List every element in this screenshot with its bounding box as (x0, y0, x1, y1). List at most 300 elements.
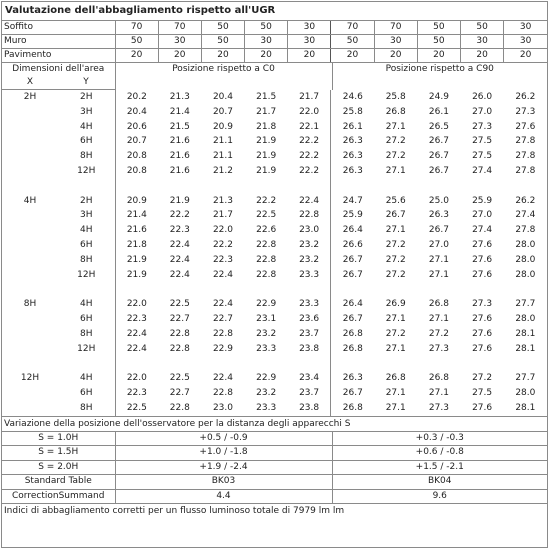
y-dimension: 4H (80, 373, 93, 384)
ugr-c0-value: 22.5 (256, 210, 277, 221)
ugr-c90-value: 27.1 (385, 225, 406, 236)
ugr-c90-value: 26.7 (428, 136, 449, 147)
ugr-c90-value: 26.3 (331, 134, 374, 149)
variation-c0: +0.5 / -0.9 (115, 432, 332, 446)
ugr-c0-value: 22.3 (169, 225, 190, 236)
ugr-c90-value: 26.2 (515, 92, 536, 102)
ugr-c0-value: 23.4 (299, 373, 320, 384)
ugr-c0-value: 23.8 (288, 401, 331, 416)
reflectance-label: Pavimento (2, 49, 115, 63)
ugr-c0-value: 22.4 (169, 269, 190, 280)
ugr-c90-value: 26.7 (331, 312, 374, 327)
ugr-c0-value: 21.7 (256, 106, 277, 117)
variation-c0: +1.9 / -2.4 (115, 460, 332, 475)
y-dimension: 4H (80, 225, 93, 236)
ugr-c90-value: 26.9 (385, 299, 406, 310)
ugr-c90-value: 27.2 (385, 151, 406, 162)
ugr-c0-value: 22.6 (256, 225, 277, 236)
reflectance-label: Soffito (2, 21, 115, 35)
reflectance-value: 20 (331, 49, 374, 63)
ugr-c90-value: 26.5 (428, 121, 449, 132)
reflectance-value: 20 (115, 49, 158, 63)
reflectance-value: 50 (201, 35, 244, 49)
ugr-c90-value: 27.2 (385, 136, 406, 147)
y-dimension: 6H (80, 387, 93, 398)
reflectance-value: 20 (288, 49, 331, 63)
ugr-c90-value: 27.4 (472, 165, 493, 176)
ugr-c0-value: 22.4 (212, 269, 233, 280)
ugr-c0-value: 22.2 (256, 195, 277, 206)
report-title: Valutazione dell'abbagliamento rispetto all'UGR (2, 2, 547, 21)
ugr-c0-value: 22.7 (169, 387, 190, 398)
reflectance-value: 50 (115, 35, 158, 49)
y-dimension: 8H (80, 328, 93, 339)
ugr-c0-value: 22.2 (212, 239, 233, 250)
y-dimension: 4H (80, 121, 93, 132)
ugr-c90-value: 26.7 (428, 225, 449, 236)
standard-table-c0: BK03 (115, 475, 332, 490)
ugr-c90-value: 27.2 (385, 254, 406, 265)
ugr-c0-value: 21.9 (115, 253, 158, 268)
table-row (2, 223, 547, 238)
ugr-c90-value: 26.8 (331, 327, 374, 342)
ugr-c90-value: 27.7 (515, 299, 536, 310)
group-spacer (2, 356, 547, 371)
standard-table-label: Standard Table (2, 475, 115, 490)
reflectance-value: 30 (461, 35, 504, 49)
ugr-c90-value: 27.8 (515, 151, 536, 162)
ugr-c90-value: 27.5 (472, 387, 493, 398)
correction-summand-c0: 4.4 (115, 489, 332, 504)
ugr-c90-value: 27.0 (472, 210, 493, 221)
ugr-c90-value: 26.8 (331, 401, 374, 416)
y-dimension: 8H (80, 254, 93, 265)
y-dimension: 3H (80, 210, 93, 221)
ugr-c0-value: 21.4 (115, 208, 158, 223)
ugr-c90-value: 27.6 (461, 401, 504, 416)
ugr-c0-value: 22.5 (169, 299, 190, 310)
ugr-c90-value: 27.1 (385, 343, 406, 354)
ugr-c0-value: 21.8 (115, 238, 158, 253)
y-dimension: 6H (80, 136, 93, 147)
ugr-c90-value: 26.2 (515, 195, 536, 206)
ugr-c0-value: 22.2 (299, 136, 320, 147)
x-dimension (2, 401, 58, 416)
table-row (2, 312, 547, 327)
reflectance-value: 30 (504, 35, 547, 49)
ugr-c90-value: 27.3 (515, 106, 536, 117)
x-dimension: 4H (23, 195, 37, 206)
table-row (2, 194, 547, 209)
reflectance-table (2, 21, 547, 63)
ugr-c0-value: 21.6 (169, 136, 190, 147)
ugr-c0-value: 21.9 (256, 151, 277, 162)
ugr-report (1, 1, 548, 548)
ugr-c0-value: 22.8 (158, 401, 201, 416)
ugr-c0-value: 21.7 (212, 210, 233, 221)
ugr-c0-value: 20.7 (115, 134, 158, 149)
table-row (2, 164, 547, 179)
ugr-c90-value: 27.8 (515, 136, 536, 147)
table-row (2, 238, 547, 253)
table-row (2, 268, 547, 283)
x-dimension (2, 120, 58, 135)
reflectance-value: 70 (374, 21, 417, 35)
x-dimension (2, 149, 58, 164)
ugr-c90-value: 25.6 (385, 195, 406, 206)
ugr-c0-value: 20.6 (115, 120, 158, 135)
ugr-c0-value: 21.1 (212, 136, 233, 147)
ugr-c90-value: 25.8 (331, 105, 374, 120)
ugr-c90-value: 26.8 (428, 299, 449, 310)
ugr-c90-value: 26.0 (472, 92, 493, 102)
ugr-c90-value: 27.1 (428, 387, 449, 398)
y-dimension: 8H (80, 151, 93, 162)
ugr-c0-value: 22.8 (212, 387, 233, 398)
ugr-c0-value: 22.5 (169, 373, 190, 384)
reflectance-row (2, 21, 547, 35)
ugr-c0-value: 22.4 (212, 373, 233, 384)
ugr-c0-value: 22.8 (256, 254, 277, 265)
ugr-c90-value: 26.7 (331, 268, 374, 283)
ugr-c90-value: 27.3 (428, 343, 449, 354)
variation-table (2, 432, 547, 505)
reflectance-value: 70 (115, 21, 158, 35)
reflectance-row (2, 49, 547, 63)
ugr-c90-value: 28.1 (515, 343, 536, 354)
ugr-c90-value: 27.3 (472, 299, 493, 310)
ugr-c0-value: 23.2 (256, 328, 277, 339)
ugr-c0-value: 23.3 (256, 343, 277, 354)
ugr-c0-value: 21.6 (115, 223, 158, 238)
ugr-c90-value: 27.4 (515, 210, 536, 221)
ugr-c90-value: 27.1 (374, 401, 417, 416)
ugr-c90-value: 28.0 (515, 269, 536, 280)
ugr-c0-value: 23.6 (299, 313, 320, 324)
variation-row (2, 460, 547, 475)
ugr-c0-value: 21.9 (169, 195, 190, 206)
ugr-c90-value: 26.3 (331, 371, 374, 386)
reflectance-value: 30 (158, 35, 201, 49)
ugr-c90-value: 27.1 (385, 387, 406, 398)
ugr-c0-value: 23.1 (256, 313, 277, 324)
ugr-c90-value: 27.8 (515, 225, 536, 236)
ugr-c90-value: 28.0 (515, 313, 536, 324)
table-row (2, 327, 547, 342)
y-dimension: 6H (80, 239, 93, 250)
dimensions-label: Dimensioni dell'area (12, 64, 105, 74)
x-dimension (2, 386, 58, 401)
reflectance-value: 50 (331, 35, 374, 49)
x-dimension (2, 134, 58, 149)
reflectance-value: 20 (201, 49, 244, 63)
ugr-c0-value: 23.7 (299, 328, 320, 339)
ugr-c90-value: 27.7 (515, 373, 536, 384)
ugr-c90-value: 27.2 (428, 328, 449, 339)
ugr-c90-value: 26.7 (428, 151, 449, 162)
ugr-c90-value: 27.1 (385, 121, 406, 132)
x-dimension (2, 327, 58, 342)
reflectance-value: 20 (158, 49, 201, 63)
reflectance-value: 70 (158, 21, 201, 35)
ugr-c0-value: 21.9 (256, 136, 277, 147)
grid-header (2, 63, 547, 90)
ugr-c0-value: 22.8 (169, 328, 190, 339)
ugr-c0-value: 22.0 (115, 297, 158, 312)
ugr-c90-value: 26.6 (331, 238, 374, 253)
ugr-c90-value: 28.0 (515, 239, 536, 250)
ugr-c0-value: 20.9 (212, 121, 233, 132)
reflectance-value: 20 (417, 49, 460, 63)
ugr-c90-value: 26.3 (428, 210, 449, 221)
correction-summand-c90: 9.6 (332, 489, 547, 504)
ugr-c90-value: 27.2 (385, 239, 406, 250)
ugr-c90-value: 27.5 (472, 136, 493, 147)
ugr-c0-value: 22.9 (212, 343, 233, 354)
ugr-c90-value: 24.6 (331, 90, 374, 105)
ugr-c0-value: 23.3 (245, 401, 288, 416)
reflectance-value: 70 (331, 21, 374, 35)
table-row (2, 297, 547, 312)
ugr-c0-value: 22.3 (115, 312, 158, 327)
x-dimension (2, 253, 58, 268)
ugr-c90-value: 27.6 (472, 343, 493, 354)
c90-position-label: Posizione rispetto a C90 (332, 63, 547, 90)
x-dimension (2, 105, 58, 120)
ugr-grid (2, 90, 547, 417)
table-row (2, 342, 547, 357)
ugr-c0-value: 22.7 (212, 313, 233, 324)
ugr-c90-value: 28.1 (504, 401, 547, 416)
ugr-c0-value: 22.0 (115, 371, 158, 386)
ugr-c0-value: 20.2 (115, 90, 158, 105)
y-dimension: 6H (80, 313, 93, 324)
ugr-c0-value: 22.4 (299, 195, 320, 206)
ugr-c90-value: 25.9 (472, 195, 493, 206)
reflectance-value: 20 (374, 49, 417, 63)
reflectance-value: 50 (201, 21, 244, 35)
ugr-c0-value: 22.8 (256, 269, 277, 280)
ugr-c0-value: 21.3 (212, 195, 233, 206)
ugr-c90-value: 27.6 (472, 269, 493, 280)
ugr-c90-value: 26.3 (331, 149, 374, 164)
ugr-c0-value: 20.7 (212, 106, 233, 117)
table-row (2, 105, 547, 120)
ugr-c0-value: 23.0 (299, 225, 320, 236)
ugr-c90-value: 27.1 (428, 254, 449, 265)
reflectance-value: 20 (461, 49, 504, 63)
ugr-c0-value: 22.3 (115, 386, 158, 401)
ugr-c0-value: 23.8 (299, 343, 320, 354)
y-dimension: 3H (80, 106, 93, 117)
y-dimension: 2H (80, 195, 93, 206)
x-dimension (2, 208, 58, 223)
ugr-c90-value: 27.3 (417, 401, 460, 416)
reflectance-value: 30 (288, 21, 331, 35)
ugr-c0-value: 20.8 (115, 149, 158, 164)
ugr-c90-value: 27.6 (472, 328, 493, 339)
ugr-c90-value: 26.8 (385, 373, 406, 384)
table-row (2, 149, 547, 164)
ugr-c0-value: 20.9 (115, 194, 158, 209)
reflectance-value: 50 (417, 21, 460, 35)
ugr-c0-value: 22.0 (299, 106, 320, 117)
ugr-c0-value: 20.8 (115, 164, 158, 179)
reflectance-value: 50 (417, 35, 460, 49)
ugr-c0-value: 21.5 (256, 92, 277, 102)
y-dimension: 12H (77, 165, 96, 176)
ugr-c0-value: 22.2 (169, 210, 190, 221)
ugr-c90-value: 25.9 (331, 208, 374, 223)
y-dimension: 12H (77, 343, 96, 354)
ugr-c0-value: 23.0 (201, 401, 244, 416)
reflectance-value: 20 (245, 49, 288, 63)
ugr-c0-value: 21.3 (169, 92, 190, 102)
ugr-c0-value: 22.1 (299, 121, 320, 132)
ugr-c0-value: 22.4 (169, 239, 190, 250)
ugr-c90-value: 27.6 (472, 239, 493, 250)
table-row (2, 401, 547, 416)
ugr-c90-value: 26.8 (428, 373, 449, 384)
group-spacer (2, 282, 547, 297)
ugr-c90-value: 27.2 (385, 269, 406, 280)
ugr-c0-value: 21.4 (169, 106, 190, 117)
ugr-c90-value: 27.0 (472, 106, 493, 117)
ugr-c90-value: 27.1 (428, 313, 449, 324)
ugr-c90-value: 27.4 (472, 225, 493, 236)
ugr-c90-value: 27.6 (515, 121, 536, 132)
variation-row (2, 446, 547, 461)
ugr-c0-value: 22.8 (299, 210, 320, 221)
ugr-c0-value: 22.2 (299, 151, 320, 162)
ugr-c90-value: 26.8 (331, 342, 374, 357)
ugr-c90-value: 26.7 (385, 210, 406, 221)
ugr-c0-value: 20.4 (212, 92, 233, 102)
ugr-c90-value: 27.5 (472, 151, 493, 162)
variation-label: Variazione della posizione dell'osservatore per la distanza degli apparecchi S (2, 417, 547, 432)
ugr-c0-value: 22.0 (212, 225, 233, 236)
ugr-c0-value: 22.7 (169, 313, 190, 324)
x-dimension (2, 238, 58, 253)
table-row (2, 134, 547, 149)
table-row (2, 386, 547, 401)
ugr-c90-value: 27.6 (472, 254, 493, 265)
ugr-c0-value: 23.2 (299, 239, 320, 250)
ugr-c90-value: 24.9 (428, 92, 449, 102)
y-dimension: 12H (77, 269, 96, 280)
reflectance-value: 30 (288, 35, 331, 49)
reflectance-value: 50 (461, 21, 504, 35)
ugr-c90-value: 28.1 (515, 328, 536, 339)
table-row (2, 208, 547, 223)
ugr-c0-value: 21.6 (169, 165, 190, 176)
standard-table-c90: BK04 (332, 475, 547, 490)
y-dimension: 4H (80, 299, 93, 310)
ugr-c90-value: 26.1 (428, 106, 449, 117)
ugr-c90-value: 24.7 (331, 194, 374, 209)
ugr-c90-value: 26.7 (331, 253, 374, 268)
ugr-c90-value: 27.1 (385, 313, 406, 324)
ugr-c0-value: 23.3 (299, 269, 320, 280)
reflectance-value: 50 (245, 21, 288, 35)
ugr-c90-value: 26.7 (331, 386, 374, 401)
ugr-c90-value: 27.8 (515, 165, 536, 176)
ugr-c0-value: 21.9 (256, 165, 277, 176)
c0-position-label: Posizione rispetto a C0 (115, 63, 332, 90)
ugr-c90-value: 27.1 (385, 165, 406, 176)
ugr-c90-value: 26.1 (331, 120, 374, 135)
variation-c0: +1.0 / -1.8 (115, 446, 332, 461)
x-dimension (2, 164, 58, 179)
ugr-c90-value: 26.7 (428, 165, 449, 176)
x-dimension: 2H (23, 92, 37, 102)
ugr-c90-value: 26.4 (331, 297, 374, 312)
ugr-c0-value: 21.5 (169, 121, 190, 132)
reflectance-value: 30 (245, 35, 288, 49)
reflectance-value: 30 (504, 21, 547, 35)
ugr-c90-value: 26.3 (331, 164, 374, 179)
ugr-c0-value: 22.2 (299, 165, 320, 176)
xy-labels (2, 76, 115, 90)
ugr-c90-value: 27.1 (428, 269, 449, 280)
ugr-c0-value: 21.9 (115, 268, 158, 283)
ugr-c0-value: 23.2 (299, 254, 320, 265)
ugr-c90-value: 27.0 (428, 239, 449, 250)
ugr-c90-value: 26.8 (385, 106, 406, 117)
spacing-label: S = 1.5H (2, 446, 115, 461)
x-dimension (2, 312, 58, 327)
ugr-c0-value: 21.1 (212, 151, 233, 162)
ugr-c0-value: 21.6 (169, 151, 190, 162)
variation-c90: +0.3 / -0.3 (332, 432, 547, 446)
y-dimension: 2H (80, 92, 93, 102)
table-row (2, 371, 547, 386)
ugr-c0-value: 23.2 (256, 387, 277, 398)
footer-note: Indici di abbagliamento corretti per un flusso luminoso totale di 7979 lm lm (4, 506, 345, 517)
ugr-c0-value: 22.8 (169, 343, 190, 354)
table-row (2, 120, 547, 135)
ugr-c90-value: 27.6 (472, 313, 493, 324)
ugr-c0-value: 21.7 (299, 92, 320, 102)
ugr-c0-value: 22.4 (115, 327, 158, 342)
group-spacer (2, 179, 547, 194)
variation-row (2, 432, 547, 446)
ugr-c0-value: 22.9 (256, 373, 277, 384)
ugr-c90-value: 28.0 (515, 387, 536, 398)
ugr-c0-value: 22.4 (212, 299, 233, 310)
ugr-c90-value: 26.4 (331, 223, 374, 238)
reflectance-row (2, 35, 547, 49)
correction-summand-label: CorrectionSummand (2, 489, 115, 504)
ugr-c90-value: 27.2 (472, 373, 493, 384)
table-row (2, 253, 547, 268)
y-axis-label: Y (83, 77, 89, 87)
reflectance-value: 20 (504, 49, 547, 63)
ugr-c0-value: 22.4 (115, 342, 158, 357)
ugr-c90-value: 25.8 (385, 92, 406, 102)
ugr-c0-value: 22.4 (169, 254, 190, 265)
ugr-c0-value: 22.9 (256, 299, 277, 310)
spacing-label: S = 1.0H (2, 432, 115, 446)
reflectance-value: 30 (374, 35, 417, 49)
ugr-c0-value: 22.3 (212, 254, 233, 265)
x-dimension (2, 223, 58, 238)
variation-c90: +1.5 / -2.1 (332, 460, 547, 475)
ugr-c90-value: 27.2 (385, 328, 406, 339)
ugr-c90-value: 27.3 (472, 121, 493, 132)
ugr-c0-value: 22.8 (212, 328, 233, 339)
reflectance-label: Muro (2, 35, 115, 49)
